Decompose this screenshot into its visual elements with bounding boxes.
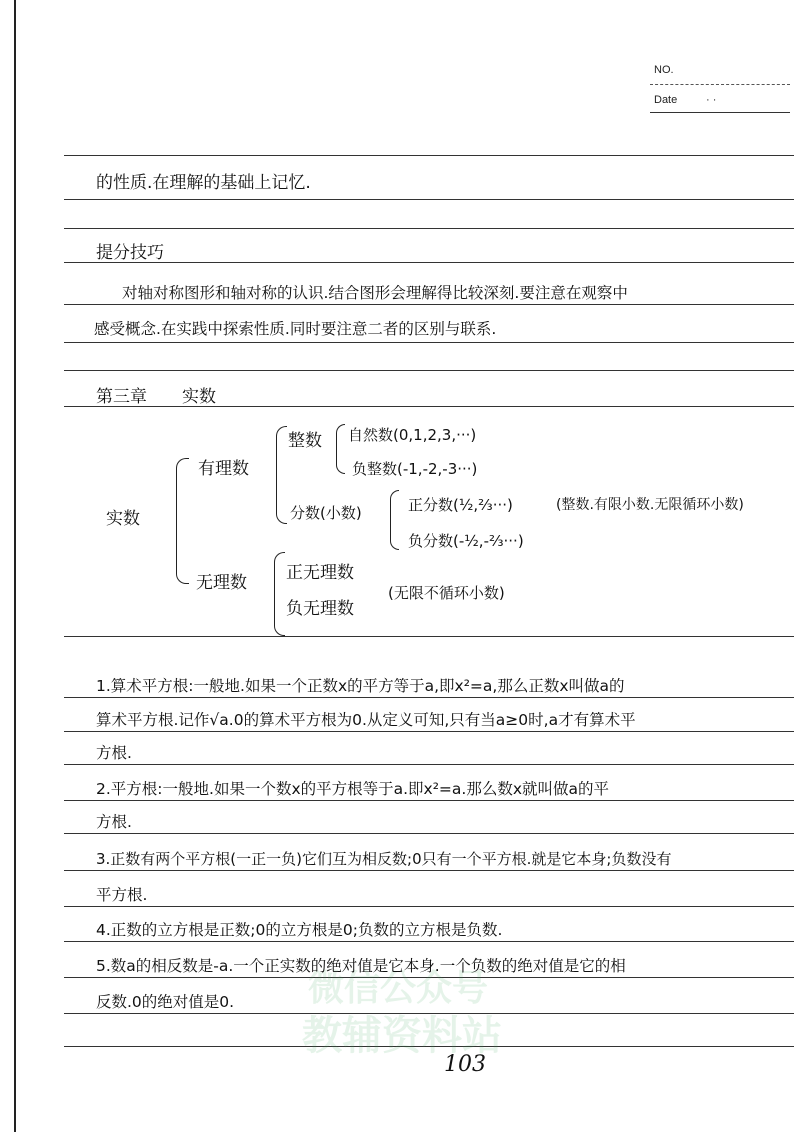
date-label: Date bbox=[654, 94, 678, 106]
tree-neg-int: 负整数(-1,-2,-3···) bbox=[352, 460, 478, 478]
ruled-line bbox=[64, 731, 794, 732]
margin-line bbox=[14, 0, 16, 1132]
tree-integer: 整数 bbox=[288, 431, 322, 451]
intro-line: 的性质.在理解的基础上记忆. bbox=[96, 173, 311, 193]
ruled-line bbox=[64, 342, 794, 343]
ruled-line bbox=[64, 228, 794, 229]
chapter-name: 实数 bbox=[182, 387, 216, 407]
watermark-line2: 教辅资料站 bbox=[302, 1013, 502, 1059]
ruled-line bbox=[64, 800, 794, 801]
item-line: 平方根. bbox=[96, 886, 148, 904]
item-line: 4.正数的立方根是正数;0的立方根是0;负数的立方根是负数. bbox=[96, 921, 503, 939]
item-line: 5.数a的相反数是-a.一个正实数的绝对值是它本身.一个负数的绝对值是它的相 bbox=[96, 957, 626, 975]
item-line: 方根. bbox=[96, 744, 132, 762]
tree-irrational: 无理数 bbox=[196, 573, 247, 593]
tree-neg-frac: 负分数(-½,-⅔···) bbox=[408, 532, 524, 550]
tree-root: 实数 bbox=[106, 509, 140, 529]
item-line: 反数.0的绝对值是0. bbox=[96, 993, 235, 1011]
fraction-brace bbox=[390, 490, 399, 550]
tips-line-1: 对轴对称图形和轴对称的认识.结合图形会理解得比较深刻.要注意在观察中 bbox=[122, 284, 628, 302]
ruled-line bbox=[64, 262, 794, 263]
no-line bbox=[650, 84, 790, 85]
ruled-line bbox=[64, 370, 794, 371]
ruled-line bbox=[64, 697, 794, 698]
ruled-line bbox=[64, 155, 794, 156]
ruled-line bbox=[64, 870, 794, 871]
item-line: 2.平方根:一般地.如果一个数x的平方根等于a.即x²=a.那么数x就叫做a的平 bbox=[96, 780, 610, 798]
item-line: 方根. bbox=[96, 813, 132, 831]
item-line: 1.算术平方根:一般地.如果一个正数x的平方等于a,即x²=a,那么正数x叫做a的 bbox=[96, 677, 625, 695]
integer-brace bbox=[336, 424, 345, 474]
irrational-brace bbox=[274, 552, 285, 636]
tree-irr-note: (无限不循环小数) bbox=[388, 584, 505, 602]
ruled-line bbox=[64, 941, 794, 942]
page-number: 103 bbox=[444, 1052, 486, 1077]
tree-fraction: 分数(小数) bbox=[290, 504, 362, 522]
tips-title: 提分技巧 bbox=[96, 243, 164, 263]
date-dots: · · bbox=[706, 94, 717, 106]
no-label: NO. bbox=[654, 64, 674, 76]
item-line: 3.正数有两个平方根(一正一负)它们互为相反数;0只有一个平方根.就是它本身;负数没有 bbox=[96, 850, 672, 868]
item-line: 算术平方根.记作√a.0的算术平方根为0.从定义可知,只有当a≥0时,a才有算术平 bbox=[96, 711, 636, 729]
ruled-line bbox=[64, 906, 794, 907]
tree-rational: 有理数 bbox=[198, 459, 249, 479]
ruled-line bbox=[64, 636, 794, 637]
watermark-line1: 微信公众号 bbox=[308, 968, 489, 1009]
ruled-line bbox=[64, 199, 794, 200]
tree-pos-frac: 正分数(½,⅔···) bbox=[408, 496, 513, 514]
tree-neg-irr: 负无理数 bbox=[286, 599, 354, 619]
tips-line-2: 感受概念.在实践中探索性质.同时要注意二者的区别与联系. bbox=[94, 320, 497, 338]
date-line bbox=[650, 112, 790, 113]
root-brace bbox=[176, 458, 189, 584]
ruled-line bbox=[64, 406, 794, 407]
tree-pos-irr: 正无理数 bbox=[286, 563, 354, 583]
tree-natural: 自然数(0,1,2,3,···) bbox=[348, 426, 477, 444]
ruled-line bbox=[64, 304, 794, 305]
chapter-title: 第三章 bbox=[96, 387, 147, 407]
ruled-line bbox=[64, 833, 794, 834]
tree-frac-note: (整数.有限小数.无限循环小数) bbox=[556, 497, 744, 513]
rational-brace bbox=[276, 426, 287, 524]
ruled-line bbox=[64, 764, 794, 765]
